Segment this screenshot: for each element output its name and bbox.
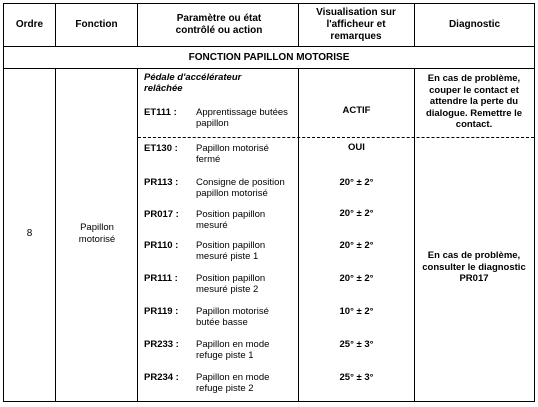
row-desc: Position papillon mesuré xyxy=(196,209,266,231)
row-value: ACTIF xyxy=(342,105,371,116)
col-line-2-header xyxy=(137,3,138,47)
ordre-value: 8 xyxy=(26,228,33,239)
section-title: FONCTION PAPILLON MOTORISE xyxy=(188,52,350,63)
group-divider xyxy=(138,137,534,138)
row-value: 25° ± 3° xyxy=(339,372,374,383)
row-code: PR233 : xyxy=(144,339,179,350)
row-value: 20° ± 2° xyxy=(339,177,374,188)
diagnostic-pr017: En cas de problème, consulter le diagnostic PR017 xyxy=(422,250,526,284)
diagnostic-dialogue: En cas de problème, couper le contact et attendre la perte du dialogue. Remettre le contact. xyxy=(425,73,523,130)
row-desc: Consigne de position papillon motorisé xyxy=(196,177,285,199)
row-code: PR110 : xyxy=(144,240,179,251)
fonction-value: Papillon motorisé xyxy=(78,222,116,245)
col-line-4-body xyxy=(414,68,415,402)
col-line-1-body xyxy=(55,68,56,402)
row-desc: Position papillon mesuré piste 2 xyxy=(196,273,266,295)
row-value: 25° ± 3° xyxy=(339,339,374,350)
pedal-condition: Pédale d'accélérateur relâchée xyxy=(144,72,242,94)
row-value: 20° ± 2° xyxy=(339,240,374,251)
row-code: PR113 : xyxy=(144,177,179,188)
col-line-3-header xyxy=(298,3,299,47)
row-desc: Position papillon mesuré piste 1 xyxy=(196,240,266,262)
row-desc: Apprentissage butées papillon xyxy=(196,107,288,129)
row-desc: Papillon motorisé fermé xyxy=(196,143,269,165)
row-code: ET111 : xyxy=(144,107,177,118)
row-code: PR119 : xyxy=(144,306,179,317)
header-diagnostic: Diagnostic xyxy=(448,19,501,30)
row-code: PR111 : xyxy=(144,273,178,284)
row-desc: Papillon motorisé butée basse xyxy=(196,306,269,328)
header-fonction: Fonction xyxy=(75,19,118,30)
section-separator xyxy=(3,68,535,69)
row-value: 20° ± 2° xyxy=(339,273,374,284)
col-line-3-body xyxy=(298,68,299,402)
row-value: OUI xyxy=(348,142,365,153)
header-visualisation: Visualisation sur l'afficheur et remarques xyxy=(316,7,396,42)
row-value: 20° ± 2° xyxy=(339,208,374,219)
header-parametre: Paramètre ou état contrôlé ou action xyxy=(175,13,263,36)
row-value: 10° ± 2° xyxy=(339,306,374,317)
row-code: PR234 : xyxy=(144,372,179,383)
header-ordre: Ordre xyxy=(15,19,44,30)
table-border-right xyxy=(534,3,535,402)
row-desc: Papillon en mode refuge piste 1 xyxy=(196,339,270,361)
row-desc: Papillon en mode refuge piste 2 xyxy=(196,372,270,394)
row-code: PR017 : xyxy=(144,209,179,220)
col-line-2-body xyxy=(137,68,138,402)
row-code: ET130 : xyxy=(144,143,178,154)
table-border-bottom xyxy=(3,401,535,402)
